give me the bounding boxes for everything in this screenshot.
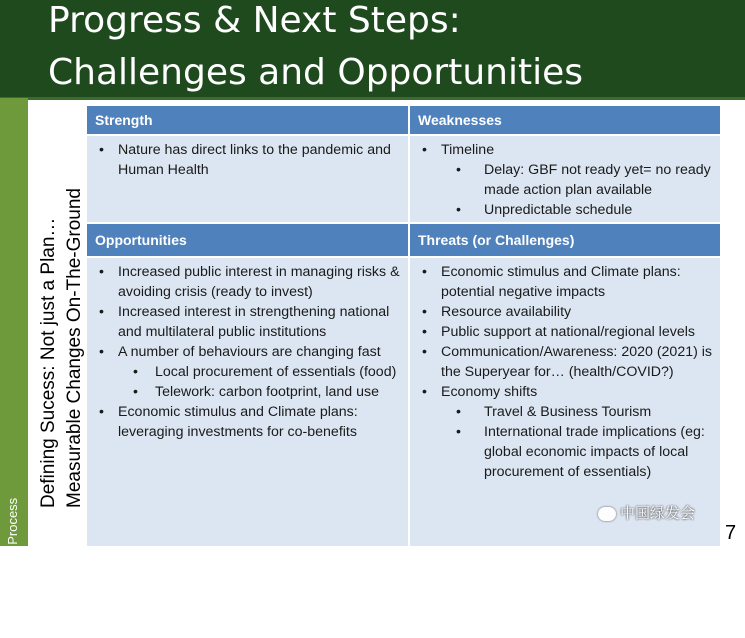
vertical-subtitle-line-1: Defining Sucess: Not just a Plan… — [38, 217, 59, 508]
list-item: • A number of behaviours are changing fast — [93, 342, 402, 362]
page-number: 7 — [725, 522, 737, 544]
list-item: • Communication/Awareness: 2020 (2021) is the Superyear for… (health/COVID?) — [416, 342, 714, 382]
list-item: • Increased interest in strengthening national and multilateral public institutions — [93, 302, 402, 342]
weaknesses-cell — [410, 136, 720, 222]
watermark-text: 中国绿发会 — [620, 505, 696, 522]
vertical-subtitle — [36, 88, 88, 508]
list-item: • Increased public interest in managing risks & avoiding crisis (ready to invest) — [93, 262, 402, 302]
side-bar-label: CBD Post 2020 Process — [5, 497, 20, 638]
watermark — [598, 502, 695, 523]
wechat-icon — [598, 507, 616, 521]
strength-cell — [87, 136, 408, 222]
list-item: • Public support at national/regional levels — [416, 322, 714, 342]
list-item: • Economy shifts — [416, 382, 714, 402]
side-bar — [0, 98, 28, 638]
threats-heading: Threats (or Challenges) — [410, 224, 720, 256]
sub-list-item: • Local procurement of essentials (food) — [93, 362, 402, 382]
strength-heading: Strength — [87, 106, 408, 134]
sub-list-item: • Unpredictable schedule — [416, 200, 714, 220]
sub-list-item: • International trade implications (eg: global economic impacts of local procurement of essentials) — [416, 422, 714, 482]
vertical-subtitle-line-2: Measurable Changes On-The-Ground — [64, 187, 85, 508]
sub-list-item: • Travel & Business Tourism — [416, 402, 714, 422]
title-line-1: Progress & Next Steps: — [48, 0, 461, 41]
list-item: • Economic stimulus and Climate plans: leveraging investments for co-benefits — [93, 402, 402, 442]
list-item: • Resource availability — [416, 302, 714, 322]
list-item: • Timeline — [416, 140, 714, 160]
list-item: • Nature has direct links to the pandemic and Human Health — [93, 140, 402, 180]
title-line-2: Challenges and Opportunities — [48, 52, 583, 93]
title-banner — [0, 0, 745, 100]
swot-table — [87, 106, 720, 546]
sub-list-item: • Delay: GBF not ready yet= no ready made action plan available — [416, 160, 714, 200]
sub-list-item: • Telework: carbon footprint, land use — [93, 382, 402, 402]
opportunities-cell — [87, 258, 408, 546]
list-item: • Economic stimulus and Climate plans: potential negative impacts — [416, 262, 714, 302]
weaknesses-heading: Weaknesses — [410, 106, 720, 134]
opportunities-heading: Opportunities — [87, 224, 408, 256]
